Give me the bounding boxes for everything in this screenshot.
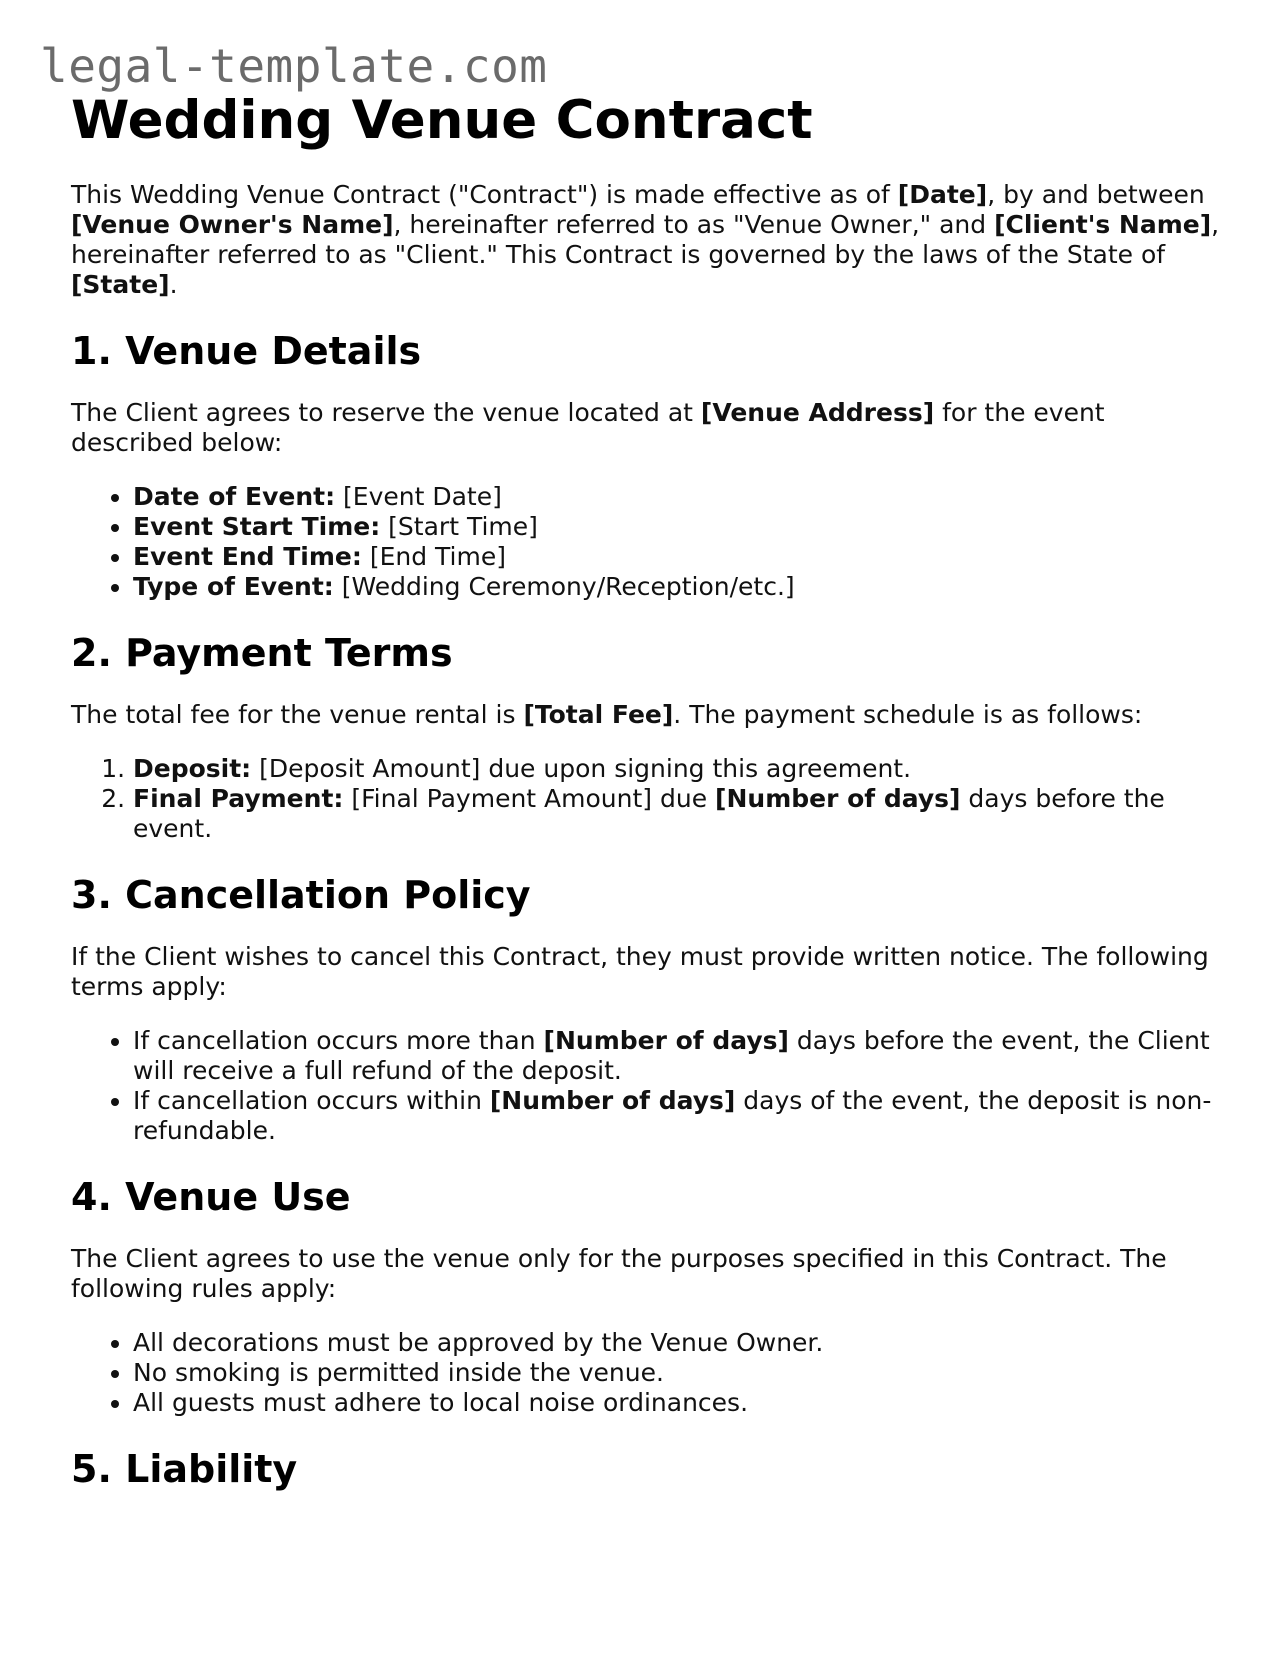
list-item: • All guests must adhere to local noise ordinances. — [133, 1388, 1221, 1418]
state-placeholder: [State] — [71, 270, 170, 299]
payment-terms-paragraph: The total fee for the venue rental is [Total Fee]. The payment schedule is as follows: — [71, 700, 1143, 729]
venue-details-paragraph: The Client agrees to reserve the venue located at [Venue Address] for the event described below: — [71, 398, 1105, 457]
date-placeholder: [Date] — [897, 180, 988, 209]
document-page — [71, 88, 1221, 1492]
total-fee-placeholder: [Total Fee] — [523, 700, 674, 729]
section-heading-liability: 5. Liability — [71, 1447, 298, 1491]
venue-rules-list — [71, 1328, 1221, 1418]
list-item: • Event Start Time: [Start Time] — [133, 512, 1221, 542]
list-item: 2. Final Payment: [Final Payment Amount] due [Number of days] days before the event. — [133, 784, 1221, 844]
cancellation-paragraph: If the Client wishes to cancel this Contract, they must provide written notice. The following terms apply: — [71, 942, 1209, 1001]
list-item: • Type of Event: [Wedding Ceremony/Reception/etc.] — [133, 572, 1221, 602]
client-name-placeholder: [Client's Name] — [994, 210, 1212, 239]
section-heading-venue-details: 1. Venue Details — [71, 329, 422, 373]
venue-owner-placeholder: [Venue Owner's Name] — [71, 210, 394, 239]
section-heading-venue-use: 4. Venue Use — [71, 1175, 351, 1219]
site-watermark: legal-template.com — [40, 39, 548, 93]
page-title: Wedding Venue Contract — [71, 90, 813, 151]
venue-address-placeholder: [Venue Address] — [700, 398, 935, 427]
list-item: 1. Deposit: [Deposit Amount] due upon signing this agreement. — [133, 754, 1221, 784]
intro-paragraph: This Wedding Venue Contract ("Contract") is made effective as of [Date], by and between [Venue Owner's Name], hereinafter referred to as "Venue Owner," and [Client's Name], hereinafter referred to as "Client." This Contract is governed by the laws of the State of [State]. — [71, 180, 1220, 299]
section-heading-payment-terms: 2. Payment Terms — [71, 631, 453, 675]
list-item: • If cancellation occurs within [Number of days] days of the event, the deposit is non-refundable. — [133, 1086, 1221, 1146]
list-item: • Date of Event: [Event Date] — [133, 482, 1221, 512]
venue-details-list — [71, 482, 1221, 602]
cancellation-terms-list — [71, 1026, 1221, 1146]
list-item: • No smoking is permitted inside the venue. — [133, 1358, 1221, 1388]
section-heading-cancellation-policy: 3. Cancellation Policy — [71, 873, 531, 917]
list-item: • If cancellation occurs more than [Number of days] days before the event, the Client will receive a full refund of the deposit. — [133, 1026, 1221, 1086]
venue-use-paragraph: The Client agrees to use the venue only for the purposes specified in this Contract. The following rules apply: — [71, 1244, 1167, 1303]
list-item: • Event End Time: [End Time] — [133, 542, 1221, 572]
list-item: • All decorations must be approved by the Venue Owner. — [133, 1328, 1221, 1358]
payment-schedule-list — [71, 754, 1221, 844]
